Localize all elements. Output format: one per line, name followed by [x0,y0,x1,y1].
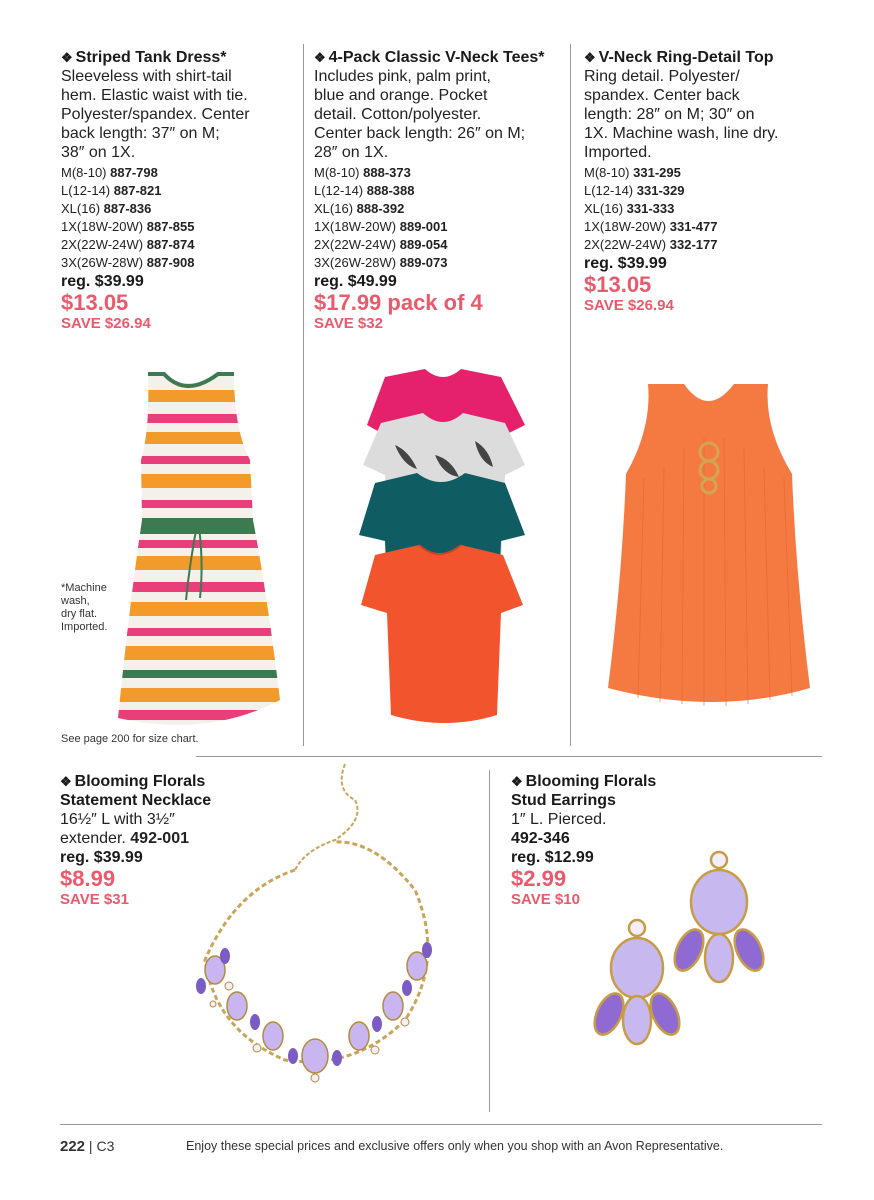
regular-price: reg. $39.99 [584,255,667,272]
product-4-pack-tees [314,48,566,332]
item-code: 492-346 [511,830,570,847]
product-striped-tank-dress [61,48,296,332]
size-row: 2X(22W-24W) 332-177 [584,237,718,252]
size-row: M(8-10) 888-373 [314,165,411,180]
size-row: L(12-14) 888-388 [314,183,415,198]
size-row: 3X(26W-28W) 889-073 [314,255,448,270]
care-note: *Machine wash, dry flat. Imported. [61,582,108,633]
section-divider [196,756,822,757]
section-code: C3 [96,1138,115,1154]
product-description: Sleeveless with shirt-tail hem. Elastic waist with tie. Polyester/spandex. Center back length: 37″ on M; 38″ on 1X. [61,68,250,161]
earrings-image [575,850,805,1050]
size-row: 2X(22W-24W) 889-054 [314,237,448,252]
page-footer [60,1138,724,1155]
sale-price: $13.05 [584,272,652,297]
page-number: 222 [60,1138,86,1155]
sale-price: $17.99 pack of 4 [314,290,483,315]
size-row: L(12-14) 887-821 [61,183,162,198]
sale-price: $2.99 [511,866,567,891]
product-title-line2: Statement Necklace [60,792,212,809]
regular-price: reg. $49.99 [314,273,397,290]
product-description: 1″ L. Pierced. [511,811,607,828]
sale-price: $8.99 [60,866,116,891]
diamond-icon: ❖ [60,774,72,789]
footer-separator: | [88,1138,97,1154]
column-divider [570,44,571,746]
regular-price: reg. $39.99 [60,849,143,866]
savings: SAVE $26.94 [584,297,674,314]
product-title-line2: Stud Earrings [511,792,616,809]
size-row: XL(16) 887-836 [61,201,152,216]
size-row: 2X(22W-24W) 887-874 [61,237,195,252]
diamond-icon: ❖ [511,774,523,789]
ring-detail-top-image [604,378,824,714]
four-pack-tees-image [355,365,535,745]
size-row: XL(16) 331-333 [584,201,675,216]
size-row: L(12-14) 331-329 [584,183,685,198]
product-title: 4-Pack Classic V-Neck Tees* [328,49,545,66]
product-description: 16½″ L with 3½″ extender. 492-001 [60,811,189,847]
regular-price: reg. $12.99 [511,849,594,866]
product-description: Includes pink, palm print, blue and orange. Pocket detail. Cotton/polyester. Center back length: 26″ on M; 28″ on 1X. [314,68,526,161]
size-row: 1X(18W-20W) 889-001 [314,219,448,234]
product-ring-detail-top [584,48,824,314]
size-row: 3X(26W-28W) 887-908 [61,255,195,270]
size-list [314,164,566,272]
size-chart-note: See page 200 for size chart. [61,733,199,745]
savings: SAVE $32 [314,315,383,332]
regular-price: reg. $39.99 [61,273,144,290]
column-divider [303,44,304,746]
sale-price: $13.05 [61,290,129,315]
product-title: Striped Tank Dress* [75,49,227,66]
size-row: 1X(18W-20W) 331-477 [584,219,718,234]
size-row: M(8-10) 331-295 [584,165,681,180]
size-list [584,164,824,254]
diamond-icon: ❖ [61,50,73,65]
size-row: XL(16) 888-392 [314,201,405,216]
striped-dress-image [108,370,298,742]
savings: SAVE $31 [60,891,129,908]
diamond-icon: ❖ [314,50,326,65]
item-code: 492-001 [130,830,189,847]
footer-tagline: Enjoy these special prices and exclusive offers only when you shop with an Avon Representative. [186,1139,724,1153]
column-divider [489,770,490,1112]
product-description: Ring detail. Polyester/ spandex. Center back length: 28″ on M; 30″ on 1X. Machine wash, line dry. Imported. [584,68,779,161]
product-title: V-Neck Ring-Detail Top [598,49,774,66]
savings: SAVE $26.94 [61,315,151,332]
savings: SAVE $10 [511,891,580,908]
size-row: 1X(18W-20W) 887-855 [61,219,195,234]
product-title: Blooming Florals [525,773,657,790]
size-row: M(8-10) 887-798 [61,165,158,180]
product-title: Blooming Florals [74,773,206,790]
necklace-image [175,760,465,1120]
size-list [61,164,296,272]
diamond-icon: ❖ [584,50,596,65]
footer-divider [60,1124,822,1125]
